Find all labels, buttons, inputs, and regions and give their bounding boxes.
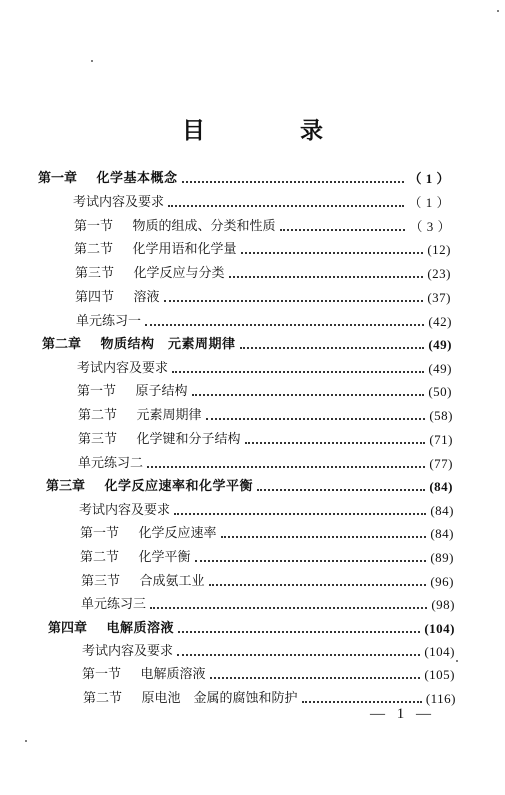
toc-section-row <box>79 498 454 520</box>
page-reference: (58) <box>429 408 453 423</box>
dot-leader <box>240 347 425 349</box>
section-title: 合成氨工业 <box>139 574 205 589</box>
section-title: 考试内容及要求 <box>82 644 174 659</box>
page-reference: (50) <box>428 384 452 399</box>
section-title: 化学用语和化学量 <box>132 242 237 257</box>
dot-leader <box>257 489 425 491</box>
section-title: 化学反应与分类 <box>133 266 225 281</box>
toc-section-row <box>75 285 451 307</box>
section-title: 单元练习一 <box>76 314 142 329</box>
page-reference: (96) <box>430 574 454 589</box>
page-reference: (104) <box>424 621 455 636</box>
toc-section-row <box>74 237 451 259</box>
page-reference: (12) <box>427 242 451 257</box>
section-number: 第二节 <box>83 691 123 706</box>
dot-leader <box>280 229 406 231</box>
scan-speck <box>25 740 27 742</box>
page-reference: (49) <box>428 337 452 352</box>
section-title: 物质的组成、分类和性质 <box>132 219 276 234</box>
chapter-number: 第二章 <box>42 337 82 352</box>
page-reference: （ 1 ） <box>408 171 450 186</box>
section-title: 考试内容及要求 <box>79 503 171 518</box>
toc-section-row <box>82 639 455 661</box>
section-title: 化学平衡 <box>138 550 191 565</box>
page-reference: (105) <box>424 667 455 682</box>
dot-leader <box>195 560 427 562</box>
page-number: — 1 — <box>370 706 435 722</box>
page-reference: (89) <box>430 550 454 565</box>
section-number: 第一节 <box>74 219 114 234</box>
page-reference: （ 1 ） <box>408 195 450 210</box>
toc-section-row <box>74 214 451 236</box>
scan-speck <box>91 60 93 62</box>
dot-leader <box>172 371 424 373</box>
chapter-title: 电解质溶液 <box>106 621 174 636</box>
dot-leader <box>145 324 424 326</box>
chapter-title: 化学基本概念 <box>96 171 178 186</box>
toc-chapter-row <box>48 616 455 638</box>
page-reference: (71) <box>429 432 453 447</box>
section-title: 电解质溶液 <box>140 667 206 682</box>
dot-leader <box>229 276 424 278</box>
toc-section-row <box>80 545 454 567</box>
page-reference: (77) <box>429 456 453 471</box>
page-reference: (49) <box>428 361 452 376</box>
dot-leader <box>177 654 420 656</box>
toc-section-row <box>80 521 454 543</box>
section-number: 第一节 <box>77 384 117 399</box>
dot-leader <box>206 418 426 420</box>
section-number: 第三节 <box>78 432 118 447</box>
section-number: 第三节 <box>75 266 115 281</box>
chapter-number: 第一章 <box>38 171 78 186</box>
page-reference: (23) <box>427 266 451 281</box>
chapter-number: 第三章 <box>46 479 86 494</box>
dot-leader <box>164 300 424 302</box>
toc-section-row <box>73 190 450 212</box>
toc-section-row <box>76 309 452 331</box>
toc-section-row <box>81 592 455 614</box>
section-title: 化学反应速率 <box>138 526 217 541</box>
page-reference: (116) <box>425 691 456 706</box>
section-number: 第三节 <box>81 574 121 589</box>
section-number: 第二节 <box>74 242 114 257</box>
toc-section-row <box>78 403 453 425</box>
dot-leader <box>221 536 427 538</box>
section-title: 原电池 金属的腐蚀和防护 <box>141 691 298 706</box>
section-title: 单元练习二 <box>78 456 144 471</box>
page-reference: (37) <box>427 290 451 305</box>
page-reference: (98) <box>431 597 455 612</box>
toc-chapter-row <box>38 166 450 188</box>
section-title: 考试内容及要求 <box>73 195 165 210</box>
dot-leader <box>174 513 426 515</box>
toc-section-row <box>81 569 454 591</box>
toc-section-row <box>75 261 451 283</box>
toc-section-row <box>77 379 452 401</box>
toc-section-row <box>83 686 456 708</box>
scan-speck <box>497 10 499 12</box>
dot-leader <box>150 607 427 609</box>
toc-chapter-row <box>46 474 453 496</box>
dot-leader <box>147 466 425 468</box>
dot-leader <box>192 394 425 396</box>
section-title: 原子结构 <box>135 384 188 399</box>
page-reference: (84) <box>429 479 453 494</box>
section-number: 第四节 <box>75 290 115 305</box>
toc-section-row <box>78 427 453 449</box>
section-title: 溶液 <box>133 290 160 305</box>
page-reference: (84) <box>430 526 454 541</box>
page-reference: (84) <box>430 503 454 518</box>
scan-speck <box>456 660 458 662</box>
toc-chapter-row <box>42 332 452 354</box>
page-reference: (104) <box>424 644 455 659</box>
section-title: 单元练习三 <box>81 597 147 612</box>
section-title: 化学键和分子结构 <box>136 432 241 447</box>
section-number: 第一节 <box>80 526 120 541</box>
page-reference: （ 3 ） <box>409 219 451 234</box>
toc-section-row <box>78 451 453 473</box>
section-title: 考试内容及要求 <box>77 361 169 376</box>
chapter-number: 第四章 <box>48 621 88 636</box>
toc-section-row <box>82 662 455 684</box>
page-reference: (42) <box>428 314 452 329</box>
dot-leader <box>182 181 405 183</box>
section-number: 第一节 <box>82 667 122 682</box>
dot-leader <box>241 252 424 254</box>
page-title: 目 录 <box>182 118 359 144</box>
chapter-title: 物质结构 元素周期律 <box>100 337 236 352</box>
dot-leader <box>168 205 404 207</box>
dot-leader <box>178 631 420 633</box>
dot-leader <box>302 701 422 703</box>
section-title: 元素周期律 <box>136 408 202 423</box>
dot-leader <box>245 442 426 444</box>
dot-leader <box>210 677 421 679</box>
section-number: 第二节 <box>80 550 120 565</box>
toc-section-row <box>77 356 452 378</box>
dot-leader <box>209 584 427 586</box>
chapter-title: 化学反应速率和化学平衡 <box>104 479 253 494</box>
section-number: 第二节 <box>78 408 118 423</box>
